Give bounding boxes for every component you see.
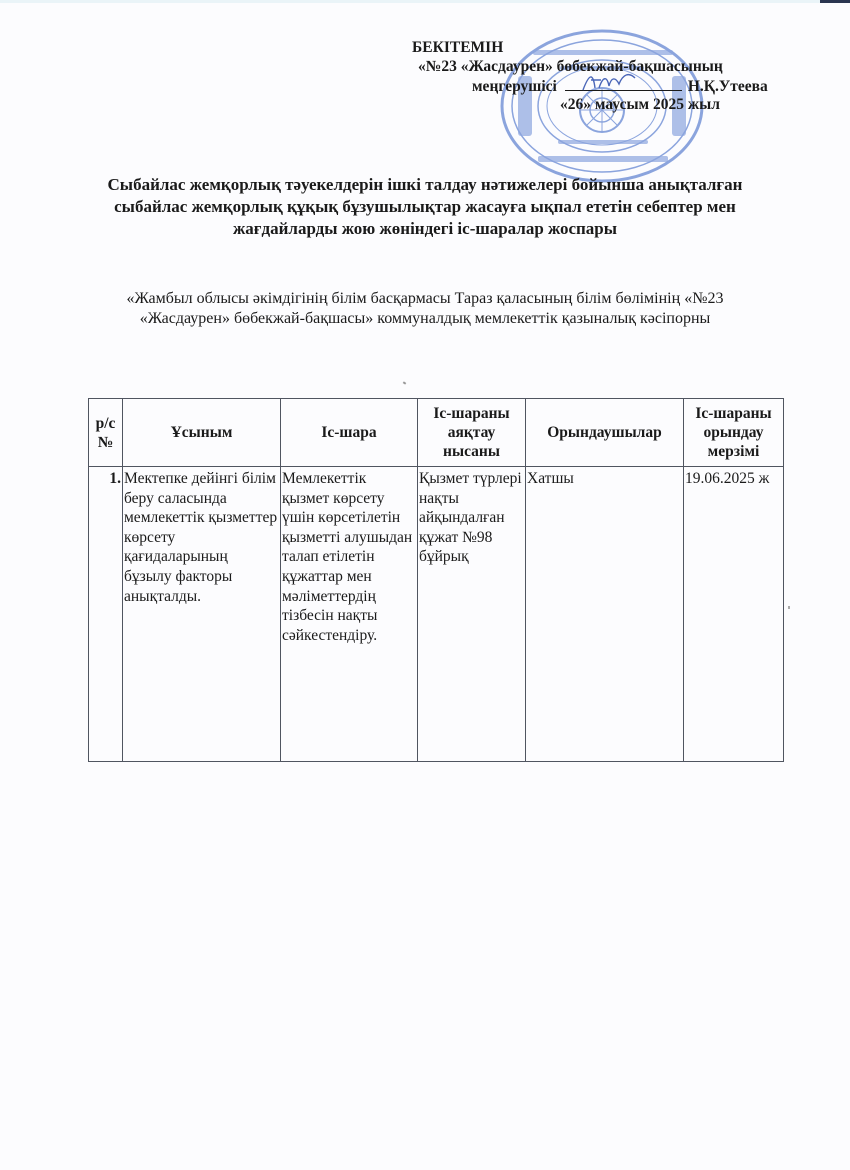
header-number: р/с № (89, 399, 123, 467)
organization-subtitle: «Жамбыл облысы әкімдігінің білім басқармасы Тараз қаласының білім бөлімінің «№23 «Жасдаурен» бөбекжай-бақшасы» коммуналдық мемлекеттік қазыналық кәсіпорны (126, 290, 724, 327)
handwritten-signature (579, 70, 639, 94)
scan-speck (788, 606, 790, 609)
row-number: 1. (89, 467, 123, 762)
header-recommendation: Ұсыным (123, 399, 281, 467)
table-row (89, 467, 784, 762)
approval-heading: БЕКІТЕМІН (412, 39, 504, 56)
signature-field (565, 76, 682, 91)
header-executors: Орындаушылар (526, 399, 684, 467)
approval-name: Н.Қ.Утеева (687, 78, 768, 95)
approval-signature-line (472, 76, 768, 96)
scan-edge (0, 0, 850, 3)
approval-date: «26» маусым 2025 жыл (560, 96, 720, 113)
action-plan-table (88, 398, 784, 762)
row-measure: Мемлекеттік қызмет көрсету үшін көрсетілетін қызметті алушыдан талап етілетін құжаттар мен мәліметтердің тізбесін нақты сәйкестендіру. (281, 467, 418, 762)
row-completion-form: Қызмет түрлері нақты айқындалған құжат №98 бұйрық (418, 467, 526, 762)
header-deadline: Іс-шараны орындау мерзімі (684, 399, 784, 467)
header-measure: Іс-шара (281, 399, 418, 467)
approval-organization: «№23 «Жасдаурен» бөбекжай-бақшасының (418, 58, 723, 75)
header-completion-form: Іс-шараны аяқтау нысаны (418, 399, 526, 467)
scan-artifact (820, 0, 850, 3)
row-recommendation: Мектепке дейінгі білім беру саласында мемлекеттік қызметтер көрсету қағидаларының бұзылу факторы анықталды. (123, 467, 281, 762)
approval-position: меңгерушісі (472, 78, 557, 95)
row-deadline: 19.06.2025 ж (684, 467, 784, 762)
scan-speck (403, 381, 407, 384)
table-header-row (89, 399, 784, 467)
document-title: Сыбайлас жемқорлық тәуекелдерін ішкі талдау нәтижелері бойынша анықталған сыбайлас жемқорлық құқық бұзушылықтар жасауға ықпал ететін себептер мен жағдайларды жою жөніндегі іс-шаралар жоспары (107, 175, 743, 238)
row-executors: Хатшы (526, 467, 684, 762)
